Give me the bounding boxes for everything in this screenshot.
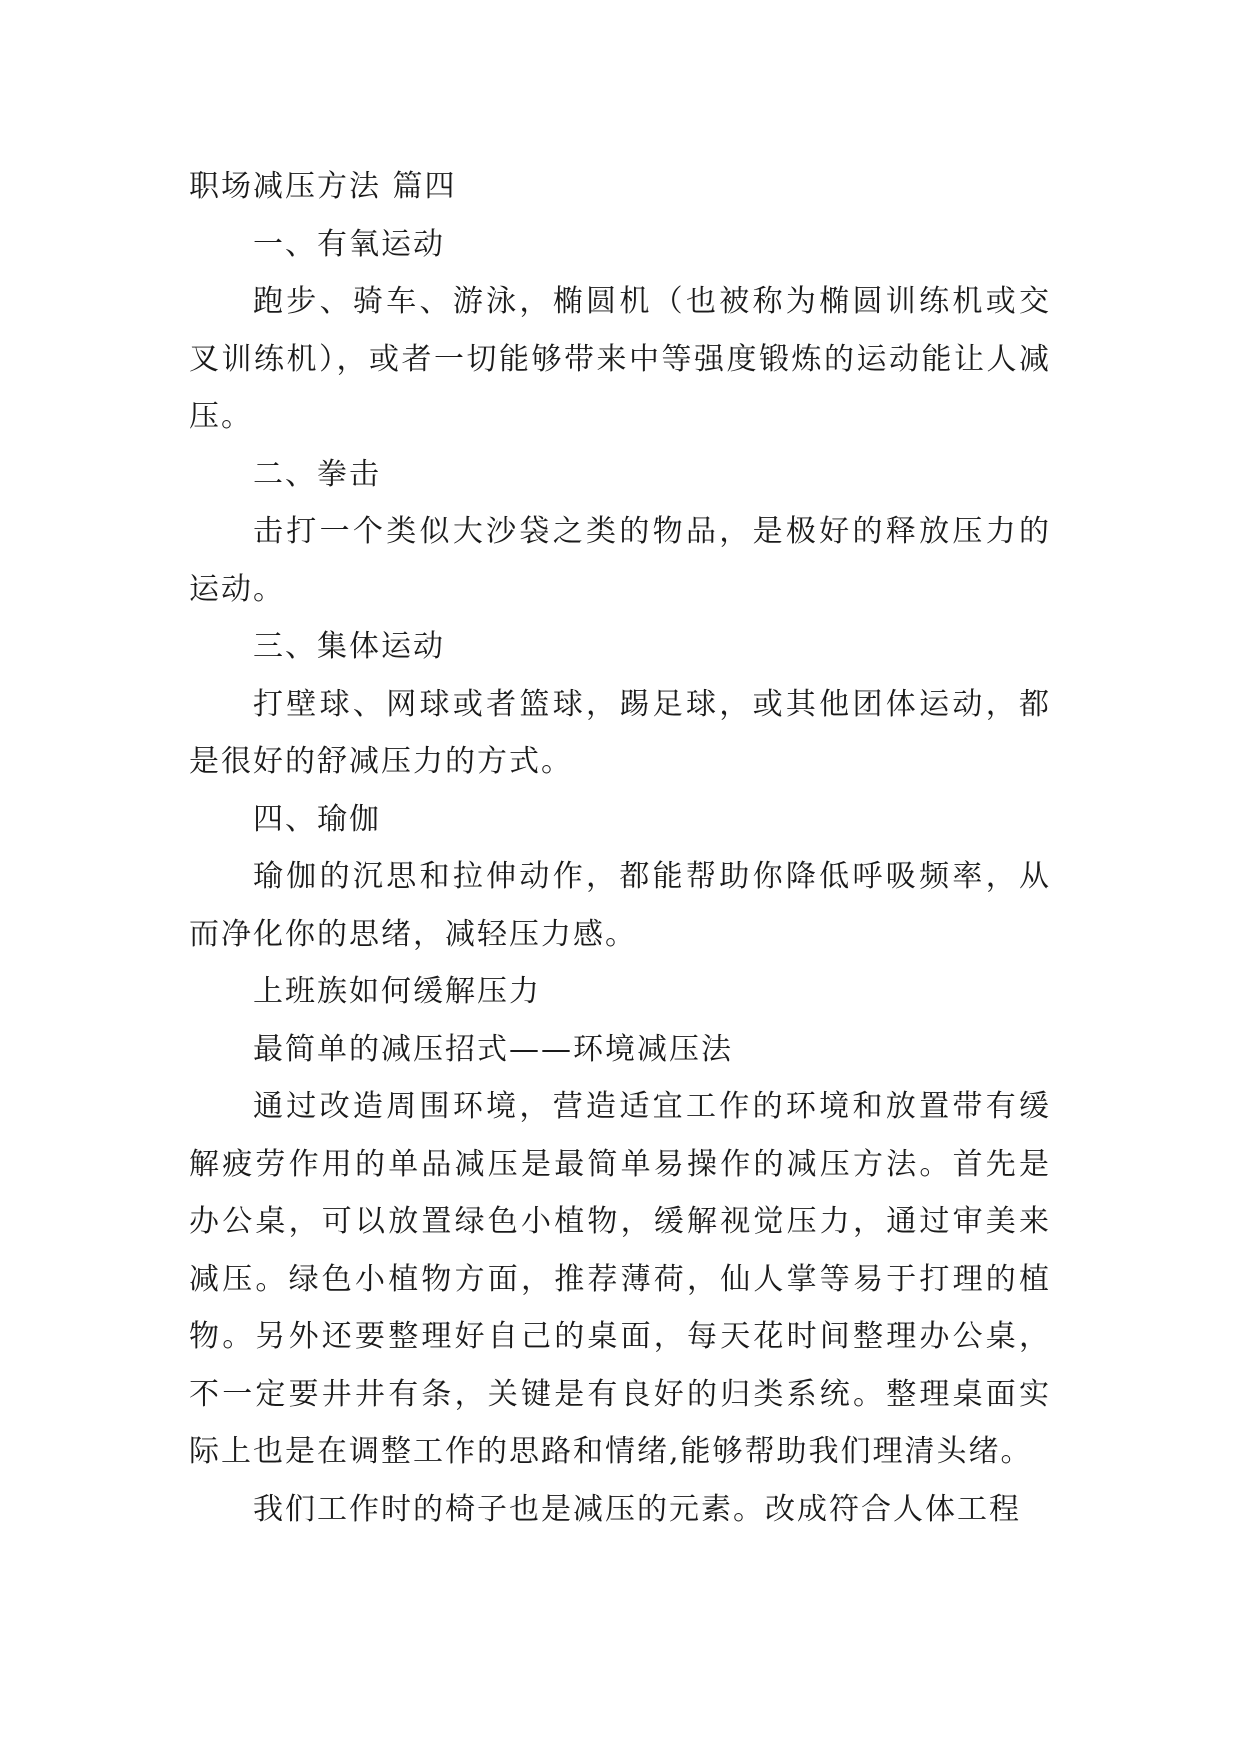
document-body [189,158,1051,1538]
paragraph-yoga: 瑜伽的沉思和拉伸动作，都能帮助你降低呼吸频率，从而净化你的思绪，减轻压力感。 [189,859,1051,952]
document-title: 职场减压方法 篇四 [189,169,457,204]
section-heading-aerobic: 一、有氧运动 [253,226,445,262]
section-heading-office-workers: 上班族如何缓解压力 [253,974,541,1009]
paragraph-boxing: 击打一个类似大沙袋之类的物品，是极好的释放压力的运动。 [189,514,1051,607]
section-heading-boxing: 二、拳击 [253,456,381,492]
section-heading-environment: 最简单的减压招式——环境减压法 [253,1031,733,1067]
paragraph-team-sports: 打壁球、网球或者篮球，踢足球，或其他团体运动，都是很好的舒减压力的方式。 [189,686,1051,779]
paragraph-aerobic: 跑步、骑车、游泳，椭圆机（也被称为椭圆训练机或交叉训练机），或者一切能够带来中等强度锻炼的运动能让人减压。 [189,284,1051,434]
paragraph-chair: 我们工作时的椅子也是减压的元素。改成符合人体工程 [253,1491,1021,1527]
section-heading-yoga: 四、瑜伽 [253,801,381,837]
section-heading-team-sports: 三、集体运动 [253,629,445,664]
paragraph-environment: 通过改造周围环境，营造适宜工作的环境和放置带有缓解疲劳作用的单品减压是最简单易操作的减压方法。首先是办公桌，可以放置绿色小植物，缓解视觉压力，通过审美来减压。绿色小植物方面，推荐薄荷，仙人掌等易于打理的植物。另外还要整理好自己的桌面，每天花时间整理办公桌，不一定要井井有条，关键是有良好的归类系统。整理桌面实际上也是在调整工作的思路和情绪,能够帮助我们理清头绪。 [189,1089,1051,1469]
